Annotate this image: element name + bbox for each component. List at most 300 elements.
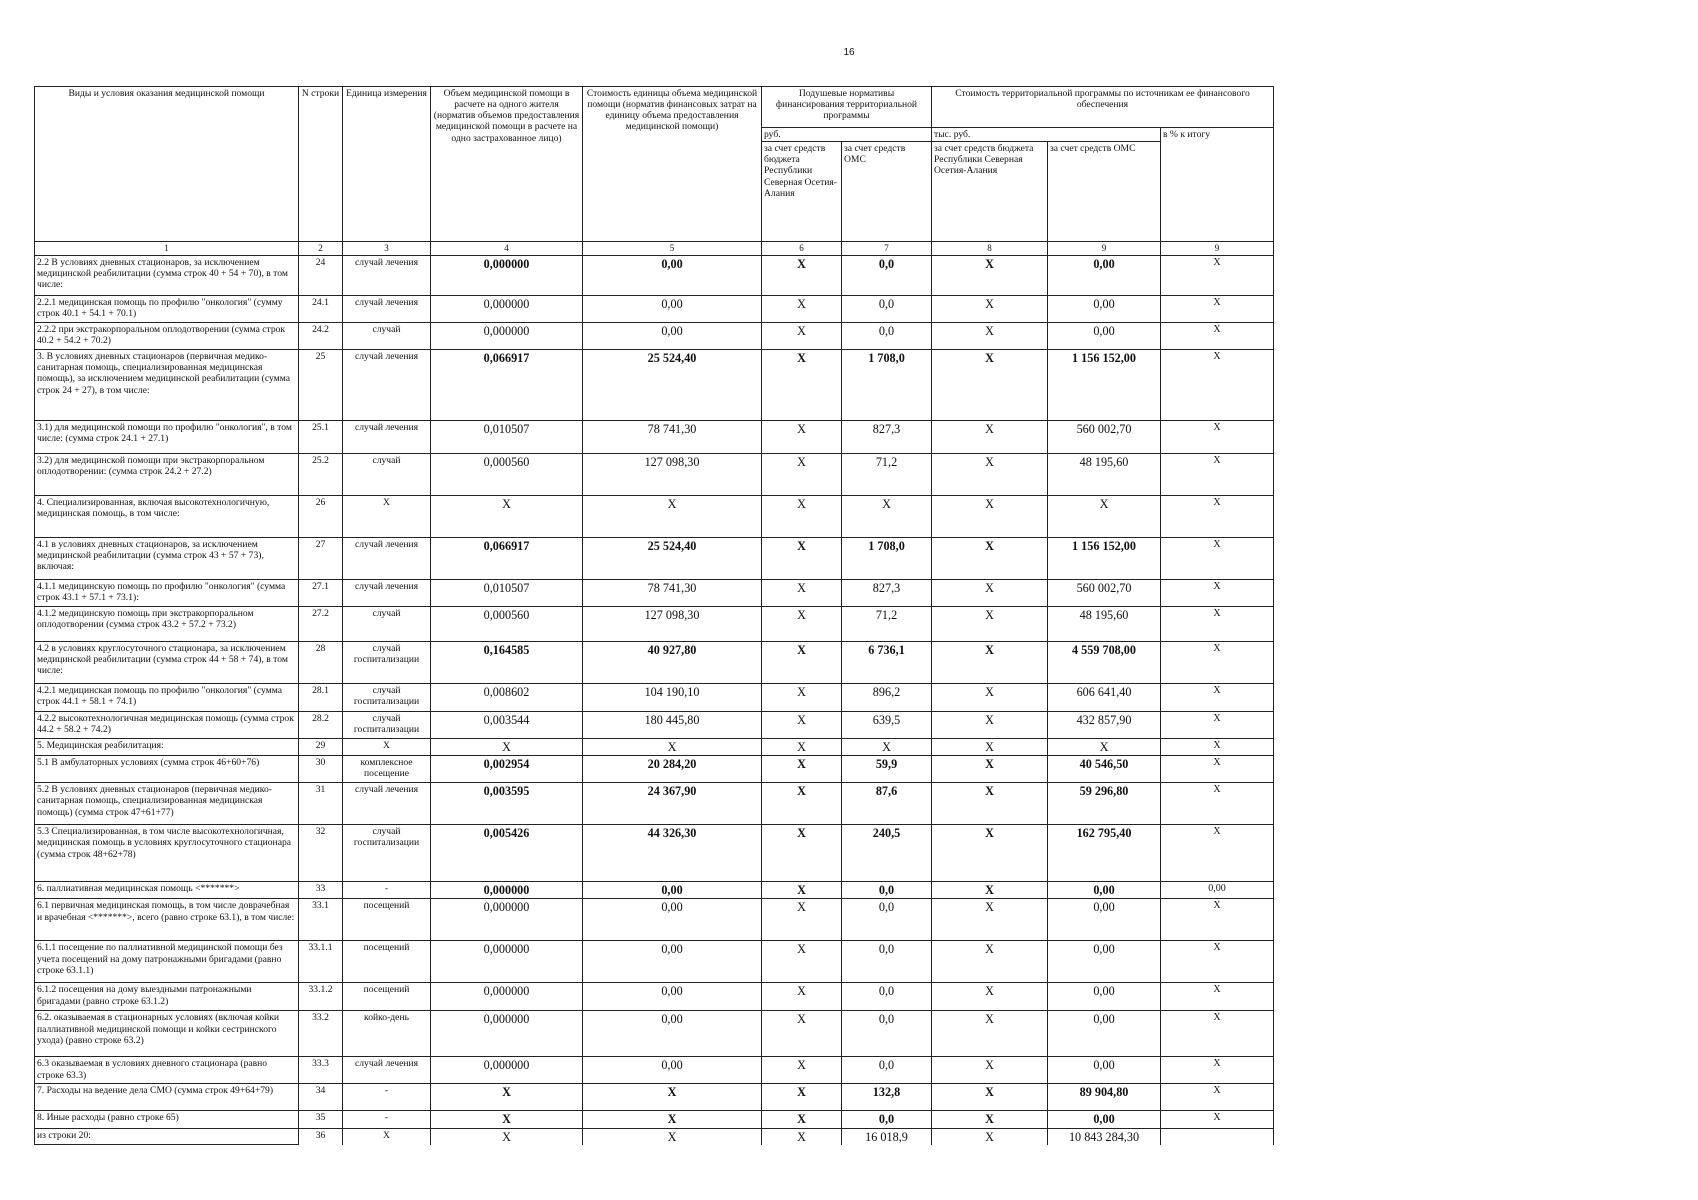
row-per-capita-oms: 132,8 bbox=[842, 1084, 932, 1111]
table-row bbox=[35, 983, 1274, 1011]
row-per-capita-budget: Х bbox=[762, 607, 842, 642]
row-name: 5.2 В условиях дневных стационаров (первичная медико-санитарная помощь, специализированная медицинская помощь) (сумма строк 47+61+77) bbox=[35, 783, 299, 825]
row-volume: 0,003595 bbox=[431, 783, 583, 825]
row-cost-oms: Х bbox=[1048, 496, 1161, 538]
table-row bbox=[35, 1111, 1274, 1128]
row-cost-oms: 0,00 bbox=[1048, 1057, 1161, 1084]
header-volume: Объем медицинской помощи в расчете на одного жителя (норматив объемов предоставления медицинской помощи в расчете на одно застрахованное лицо) bbox=[431, 87, 583, 242]
row-number: 25.1 bbox=[299, 421, 343, 454]
row-cost-oms: 0,00 bbox=[1048, 941, 1161, 983]
row-pct-total: Х bbox=[1161, 1084, 1274, 1111]
row-number: 28.1 bbox=[299, 684, 343, 712]
row-number: 31 bbox=[299, 783, 343, 825]
row-name: 5. Медицинская реабилитация: bbox=[35, 739, 299, 756]
row-cost-oms: 59 296,80 bbox=[1048, 783, 1161, 825]
row-volume: 0,066917 bbox=[431, 350, 583, 421]
row-unit-cost: 0,00 bbox=[583, 1057, 762, 1084]
row-cost-budget: Х bbox=[932, 642, 1048, 684]
row-name: 2.2 В условиях дневных стационаров, за исключением медицинской реабилитации (сумма строк 40 + 54 + 70), в том числе: bbox=[35, 256, 299, 296]
row-per-capita-oms: 0,0 bbox=[842, 1111, 932, 1128]
row-unit: случай лечения bbox=[343, 580, 431, 607]
row-number: 33.1 bbox=[299, 899, 343, 941]
row-volume: Х bbox=[431, 496, 583, 538]
col-number: 5 bbox=[583, 242, 762, 256]
row-volume: 0,010507 bbox=[431, 580, 583, 607]
row-cost-oms: 10 843 284,30 bbox=[1048, 1128, 1161, 1145]
row-unit-cost: 0,00 bbox=[583, 983, 762, 1011]
header-oms: за счет средств ОМС bbox=[842, 142, 932, 242]
row-cost-budget: Х bbox=[932, 454, 1048, 496]
row-per-capita-budget: Х bbox=[762, 783, 842, 825]
row-name: 4.1.2 медицинскую помощь при экстракорпоральном оплодотворении (сумма строк 43.2 + 57.2 + 73.2) bbox=[35, 607, 299, 642]
row-cost-budget: Х bbox=[932, 684, 1048, 712]
financing-table bbox=[34, 86, 1274, 1145]
row-pct-total: Х bbox=[1161, 739, 1274, 756]
row-number: 29 bbox=[299, 739, 343, 756]
table-row bbox=[35, 256, 1274, 296]
row-number: 30 bbox=[299, 756, 343, 783]
row-unit: случай госпитализации bbox=[343, 684, 431, 712]
row-volume: 0,164585 bbox=[431, 642, 583, 684]
row-number: 24.2 bbox=[299, 323, 343, 350]
row-pct-total: Х bbox=[1161, 712, 1274, 739]
row-volume: 0,002954 bbox=[431, 756, 583, 783]
row-unit: - bbox=[343, 1084, 431, 1111]
row-cost-budget: Х bbox=[932, 1128, 1048, 1145]
row-volume: 0,000000 bbox=[431, 882, 583, 899]
col-number: 1 bbox=[35, 242, 299, 256]
table-row bbox=[35, 607, 1274, 642]
row-name: 3.2) для медицинской помощи при экстракорпоральном оплодотворении: (сумма строк 24.2 + 27.2) bbox=[35, 454, 299, 496]
row-per-capita-oms: 0,0 bbox=[842, 983, 932, 1011]
row-name: 2.2.1 медицинская помощь по профилю "онкология" (сумму строк 40.1 + 54.1 + 70.1) bbox=[35, 296, 299, 323]
header-kinds: Виды и условия оказания медицинской помощи bbox=[35, 87, 299, 242]
page-number: 16 bbox=[843, 47, 855, 58]
row-pct-total: Х bbox=[1161, 607, 1274, 642]
row-pct-total: Х bbox=[1161, 296, 1274, 323]
row-pct-total: Х bbox=[1161, 323, 1274, 350]
row-unit-cost: 0,00 bbox=[583, 256, 762, 296]
row-number: 33.1.1 bbox=[299, 941, 343, 983]
row-number: 24 bbox=[299, 256, 343, 296]
row-cost-budget: Х bbox=[932, 538, 1048, 580]
row-cost-budget: Х bbox=[932, 296, 1048, 323]
header-rub: руб. bbox=[762, 128, 932, 142]
row-unit: случай лечения bbox=[343, 350, 431, 421]
row-per-capita-oms: 896,2 bbox=[842, 684, 932, 712]
row-per-capita-oms: 0,0 bbox=[842, 256, 932, 296]
col-number: 8 bbox=[932, 242, 1048, 256]
header-row-number: N строки bbox=[299, 87, 343, 242]
row-volume: 0,000560 bbox=[431, 454, 583, 496]
row-unit: случай лечения bbox=[343, 256, 431, 296]
table-row bbox=[35, 538, 1274, 580]
col-number: 7 bbox=[842, 242, 932, 256]
row-unit: случай госпитализации bbox=[343, 825, 431, 882]
row-name: из строки 20: bbox=[35, 1128, 299, 1145]
row-unit: случай лечения bbox=[343, 538, 431, 580]
table-row bbox=[35, 684, 1274, 712]
row-cost-oms: Х bbox=[1048, 739, 1161, 756]
col-number: 6 bbox=[762, 242, 842, 256]
row-unit-cost: 0,00 bbox=[583, 296, 762, 323]
row-volume: 0,000000 bbox=[431, 899, 583, 941]
table-row bbox=[35, 496, 1274, 538]
header-program-cost: Стоимость территориальной программы по источникам ее финансового обеспечения bbox=[932, 87, 1274, 128]
row-cost-oms: 40 546,50 bbox=[1048, 756, 1161, 783]
table-row bbox=[35, 642, 1274, 684]
row-unit-cost: 78 741,30 bbox=[583, 580, 762, 607]
row-cost-oms: 0,00 bbox=[1048, 323, 1161, 350]
header-budget-rso-2: за счет средств бюджета Республики Северная Осетия-Алания bbox=[932, 142, 1048, 242]
col-number: 3 bbox=[343, 242, 431, 256]
row-number: 35 bbox=[299, 1111, 343, 1128]
row-pct-total: Х bbox=[1161, 350, 1274, 421]
row-name: 4.2.2 высокотехнологичная медицинская помощь (сумма строк 44.2 + 58.2 + 74.2) bbox=[35, 712, 299, 739]
table-row bbox=[35, 1011, 1274, 1057]
row-pct-total: Х bbox=[1161, 1011, 1274, 1057]
row-unit-cost: 24 367,90 bbox=[583, 783, 762, 825]
row-pct-total: Х bbox=[1161, 642, 1274, 684]
col-number: 4 bbox=[431, 242, 583, 256]
row-unit-cost: 20 284,20 bbox=[583, 756, 762, 783]
header-thous-rub: тыс. руб. bbox=[932, 128, 1161, 142]
row-name: 4.2 в условиях круглосуточного стационара, за исключением медицинской реабилитации (сумма строк 44 + 58 + 74), в том числе: bbox=[35, 642, 299, 684]
row-unit: посещений bbox=[343, 941, 431, 983]
row-per-capita-oms: 87,6 bbox=[842, 783, 932, 825]
row-pct-total: Х bbox=[1161, 756, 1274, 783]
row-per-capita-budget: Х bbox=[762, 350, 842, 421]
row-unit: - bbox=[343, 882, 431, 899]
row-name: 5.1 В амбулаторных условиях (сумма строк 46+60+76) bbox=[35, 756, 299, 783]
row-per-capita-budget: Х bbox=[762, 1128, 842, 1145]
row-cost-budget: Х bbox=[932, 580, 1048, 607]
table-row bbox=[35, 296, 1274, 323]
header-unit-cost: Стоимость единицы объема медицинской помощи (норматив финансовых затрат на единицу объема предоставления медицинской помощи) bbox=[583, 87, 762, 242]
row-per-capita-budget: Х bbox=[762, 1011, 842, 1057]
row-pct-total: Х bbox=[1161, 783, 1274, 825]
row-volume: Х bbox=[431, 1111, 583, 1128]
row-pct-total: Х bbox=[1161, 983, 1274, 1011]
row-number: 27.1 bbox=[299, 580, 343, 607]
row-number: 24.1 bbox=[299, 296, 343, 323]
row-name: 6.2. оказываемая в стационарных условиях (включая койки паллиативной медицинской помощи и койки сестринского ухода) (равно строке 63.2) bbox=[35, 1011, 299, 1057]
col-number: 9 bbox=[1161, 242, 1274, 256]
row-name: 6.1 первичная медицинская помощь, в том числе доврачебная и врачебная <*******>, всего (равно строке 63.1), в том числе: bbox=[35, 899, 299, 941]
row-per-capita-oms: 6 736,1 bbox=[842, 642, 932, 684]
row-unit-cost: Х bbox=[583, 1111, 762, 1128]
row-unit-cost: 127 098,30 bbox=[583, 454, 762, 496]
row-per-capita-oms: 0,0 bbox=[842, 941, 932, 983]
row-cost-budget: Х bbox=[932, 882, 1048, 899]
row-unit-cost: 127 098,30 bbox=[583, 607, 762, 642]
row-per-capita-budget: Х bbox=[762, 496, 842, 538]
row-name: 3.1) для медицинской помощи по профилю "онкология", в том числе: (сумма строк 24.1 + 27.1) bbox=[35, 421, 299, 454]
row-per-capita-budget: Х bbox=[762, 1084, 842, 1111]
row-cost-oms: 560 002,70 bbox=[1048, 421, 1161, 454]
row-pct-total: Х bbox=[1161, 496, 1274, 538]
header-oms-2: за счет средств ОМС bbox=[1048, 142, 1161, 242]
row-per-capita-budget: Х bbox=[762, 1111, 842, 1128]
row-cost-oms: 48 195,60 bbox=[1048, 607, 1161, 642]
row-per-capita-budget: Х bbox=[762, 580, 842, 607]
row-volume: 0,000000 bbox=[431, 296, 583, 323]
row-per-capita-budget: Х bbox=[762, 739, 842, 756]
table-row bbox=[35, 1084, 1274, 1111]
row-per-capita-oms: 71,2 bbox=[842, 607, 932, 642]
table-row bbox=[35, 350, 1274, 421]
row-per-capita-oms: 0,0 bbox=[842, 1057, 932, 1084]
row-name: 8. Иные расходы (равно строке 65) bbox=[35, 1111, 299, 1128]
row-pct-total: Х bbox=[1161, 1057, 1274, 1084]
row-name: 6.1.2 посещения на дому выездными патронажными бригадами (равно строке 63.1.2) bbox=[35, 983, 299, 1011]
row-per-capita-budget: Х bbox=[762, 1057, 842, 1084]
row-per-capita-budget: Х bbox=[762, 983, 842, 1011]
row-name: 7. Расходы на ведение дела СМО (сумма строк 49+64+79) bbox=[35, 1084, 299, 1111]
row-cost-budget: Х bbox=[932, 1057, 1048, 1084]
row-volume: 0,000560 bbox=[431, 607, 583, 642]
row-cost-budget: Х bbox=[932, 941, 1048, 983]
row-number: 26 bbox=[299, 496, 343, 538]
row-cost-budget: Х bbox=[932, 421, 1048, 454]
row-unit-cost: 0,00 bbox=[583, 941, 762, 983]
row-per-capita-budget: Х bbox=[762, 825, 842, 882]
row-per-capita-budget: Х bbox=[762, 941, 842, 983]
row-per-capita-budget: Х bbox=[762, 712, 842, 739]
row-unit: случай bbox=[343, 323, 431, 350]
table-row bbox=[35, 580, 1274, 607]
row-volume: 0,000000 bbox=[431, 983, 583, 1011]
header-per-capita: Подушевые нормативы финансирования территориальной программы bbox=[762, 87, 932, 128]
row-cost-oms: 4 559 708,00 bbox=[1048, 642, 1161, 684]
row-unit: Х bbox=[343, 496, 431, 538]
row-number: 28.2 bbox=[299, 712, 343, 739]
row-per-capita-oms: 0,0 bbox=[842, 1011, 932, 1057]
row-pct-total: Х bbox=[1161, 899, 1274, 941]
table-row bbox=[35, 454, 1274, 496]
row-cost-oms: 606 641,40 bbox=[1048, 684, 1161, 712]
row-cost-oms: 0,00 bbox=[1048, 1111, 1161, 1128]
row-per-capita-oms: 0,0 bbox=[842, 323, 932, 350]
row-per-capita-oms: 0,0 bbox=[842, 296, 932, 323]
row-per-capita-oms: Х bbox=[842, 496, 932, 538]
row-cost-budget: Х bbox=[932, 1011, 1048, 1057]
row-volume: 0,010507 bbox=[431, 421, 583, 454]
row-unit-cost: 0,00 bbox=[583, 1011, 762, 1057]
row-unit-cost: Х bbox=[583, 496, 762, 538]
row-unit: - bbox=[343, 1111, 431, 1128]
row-cost-budget: Х bbox=[932, 825, 1048, 882]
row-name: 6. паллиативная медицинская помощь <*******> bbox=[35, 882, 299, 899]
row-per-capita-oms: 639,5 bbox=[842, 712, 932, 739]
row-volume: 0,066917 bbox=[431, 538, 583, 580]
row-volume: 0,000000 bbox=[431, 256, 583, 296]
row-unit-cost: Х bbox=[583, 1084, 762, 1111]
row-cost-oms: 0,00 bbox=[1048, 899, 1161, 941]
row-unit-cost: 0,00 bbox=[583, 323, 762, 350]
row-unit: случай лечения bbox=[343, 1057, 431, 1084]
col-number: 9 bbox=[1048, 242, 1161, 256]
row-pct-total: Х bbox=[1161, 538, 1274, 580]
row-number: 28 bbox=[299, 642, 343, 684]
row-cost-budget: Х bbox=[932, 756, 1048, 783]
row-per-capita-oms: Х bbox=[842, 739, 932, 756]
row-name: 4.1 в условиях дневных стационаров, за исключением медицинской реабилитации (сумма строк 43 + 57 + 73), включая: bbox=[35, 538, 299, 580]
table-row bbox=[35, 941, 1274, 983]
table-row bbox=[35, 739, 1274, 756]
table-row bbox=[35, 756, 1274, 783]
row-per-capita-oms: 0,0 bbox=[842, 882, 932, 899]
row-cost-budget: Х bbox=[932, 899, 1048, 941]
row-per-capita-budget: Х bbox=[762, 756, 842, 783]
row-pct-total: Х bbox=[1161, 580, 1274, 607]
row-unit: Х bbox=[343, 739, 431, 756]
row-per-capita-oms: 240,5 bbox=[842, 825, 932, 882]
row-per-capita-budget: Х bbox=[762, 882, 842, 899]
row-pct-total: Х bbox=[1161, 256, 1274, 296]
row-unit-cost: 25 524,40 bbox=[583, 538, 762, 580]
row-unit: случай госпитализации bbox=[343, 642, 431, 684]
row-cost-budget: Х bbox=[932, 983, 1048, 1011]
row-pct-total: 0,00 bbox=[1161, 882, 1274, 899]
table-row bbox=[35, 882, 1274, 899]
row-cost-oms: 0,00 bbox=[1048, 983, 1161, 1011]
row-cost-budget: Х bbox=[932, 323, 1048, 350]
row-per-capita-oms: 16 018,9 bbox=[842, 1128, 932, 1145]
row-number: 33 bbox=[299, 882, 343, 899]
row-unit: койко-день bbox=[343, 1011, 431, 1057]
row-cost-budget: Х bbox=[932, 256, 1048, 296]
row-unit-cost: 180 445,80 bbox=[583, 712, 762, 739]
row-number: 27.2 bbox=[299, 607, 343, 642]
row-cost-budget: Х bbox=[932, 1111, 1048, 1128]
row-number: 32 bbox=[299, 825, 343, 882]
row-pct-total bbox=[1161, 1128, 1274, 1145]
row-volume: 0,003544 bbox=[431, 712, 583, 739]
row-per-capita-oms: 827,3 bbox=[842, 580, 932, 607]
table-row bbox=[35, 899, 1274, 941]
row-name: 2.2.2 при экстракорпоральном оплодотворении (сумма строк 40.2 + 54.2 + 70.2) bbox=[35, 323, 299, 350]
row-cost-budget: Х bbox=[932, 607, 1048, 642]
row-per-capita-budget: Х bbox=[762, 899, 842, 941]
row-unit: комплексное посещение bbox=[343, 756, 431, 783]
column-numbers-row bbox=[35, 242, 1274, 256]
row-unit: случай bbox=[343, 607, 431, 642]
row-cost-budget: Х bbox=[932, 712, 1048, 739]
row-cost-oms: 162 795,40 bbox=[1048, 825, 1161, 882]
row-per-capita-oms: 827,3 bbox=[842, 421, 932, 454]
row-volume: Х bbox=[431, 739, 583, 756]
row-per-capita-budget: Х bbox=[762, 421, 842, 454]
row-per-capita-budget: Х bbox=[762, 296, 842, 323]
row-cost-oms: 0,00 bbox=[1048, 256, 1161, 296]
row-number: 34 bbox=[299, 1084, 343, 1111]
table-row bbox=[35, 712, 1274, 739]
row-unit-cost: 0,00 bbox=[583, 882, 762, 899]
row-cost-budget: Х bbox=[932, 496, 1048, 538]
row-pct-total: Х bbox=[1161, 454, 1274, 496]
row-per-capita-budget: Х bbox=[762, 642, 842, 684]
row-pct-total: Х bbox=[1161, 941, 1274, 983]
row-unit: Х bbox=[343, 1128, 431, 1145]
table-row bbox=[35, 1128, 1274, 1145]
row-cost-budget: Х bbox=[932, 350, 1048, 421]
row-unit-cost: 0,00 bbox=[583, 899, 762, 941]
row-number: 33.3 bbox=[299, 1057, 343, 1084]
row-volume: 0,000000 bbox=[431, 941, 583, 983]
row-name: 4.1.1 медицинскую помощь по профилю "онкология" (сумма строк 43.1 + 57.1 + 73.1): bbox=[35, 580, 299, 607]
table-row bbox=[35, 783, 1274, 825]
row-per-capita-budget: Х bbox=[762, 538, 842, 580]
col-number: 2 bbox=[299, 242, 343, 256]
row-unit: случай bbox=[343, 454, 431, 496]
row-per-capita-oms: 71,2 bbox=[842, 454, 932, 496]
row-cost-oms: 1 156 152,00 bbox=[1048, 350, 1161, 421]
row-unit-cost: 44 326,30 bbox=[583, 825, 762, 882]
row-cost-oms: 560 002,70 bbox=[1048, 580, 1161, 607]
row-per-capita-budget: Х bbox=[762, 256, 842, 296]
row-number: 36 bbox=[299, 1128, 343, 1145]
row-per-capita-budget: Х bbox=[762, 684, 842, 712]
header-pct-total: в % к итогу bbox=[1161, 128, 1274, 242]
row-name: 5.3 Специализированная, в том числе высокотехнологичная, медицинская помощь в условиях круглосуточного стационара (сумма строк 48+62+78) bbox=[35, 825, 299, 882]
row-unit: случай лечения bbox=[343, 783, 431, 825]
row-volume: 0,005426 bbox=[431, 825, 583, 882]
row-volume: 0,000000 bbox=[431, 1011, 583, 1057]
row-volume: 0,000000 bbox=[431, 1057, 583, 1084]
row-unit-cost: 78 741,30 bbox=[583, 421, 762, 454]
row-pct-total: Х bbox=[1161, 684, 1274, 712]
row-number: 33.2 bbox=[299, 1011, 343, 1057]
row-unit-cost: 40 927,80 bbox=[583, 642, 762, 684]
row-per-capita-oms: 1 708,0 bbox=[842, 538, 932, 580]
row-cost-budget: Х bbox=[932, 1084, 1048, 1111]
row-name: 4.2.1 медицинская помощь по профилю "онкология" (сумма строк 44.1 + 58.1 + 74.1) bbox=[35, 684, 299, 712]
row-name: 6.1.1 посещение по паллиативной медицинской помощи без учета посещений на дому патронажными бригадами (равно строке 63.1.1) bbox=[35, 941, 299, 983]
row-per-capita-budget: Х bbox=[762, 454, 842, 496]
row-unit-cost: 25 524,40 bbox=[583, 350, 762, 421]
row-cost-oms: 48 195,60 bbox=[1048, 454, 1161, 496]
row-volume: Х bbox=[431, 1128, 583, 1145]
row-cost-oms: 432 857,90 bbox=[1048, 712, 1161, 739]
row-unit-cost: Х bbox=[583, 739, 762, 756]
row-per-capita-oms: 0,0 bbox=[842, 899, 932, 941]
row-unit: случай госпитализации bbox=[343, 712, 431, 739]
row-cost-oms: 89 904,80 bbox=[1048, 1084, 1161, 1111]
row-volume: 0,008602 bbox=[431, 684, 583, 712]
row-cost-oms: 0,00 bbox=[1048, 296, 1161, 323]
row-cost-budget: Х bbox=[932, 739, 1048, 756]
row-cost-oms: 1 156 152,00 bbox=[1048, 538, 1161, 580]
row-name: 3. В условиях дневных стационаров (первичная медико-санитарная помощь, специализированная медицинская помощь), за исключением медицинской реабилитации (сумма строк 24 + 27), в том числе: bbox=[35, 350, 299, 421]
row-pct-total: Х bbox=[1161, 421, 1274, 454]
row-name: 4. Специализированная, включая высокотехнологичную, медицинская помощь, в том числе: bbox=[35, 496, 299, 538]
row-pct-total: Х bbox=[1161, 825, 1274, 882]
row-unit-cost: Х bbox=[583, 1128, 762, 1145]
row-volume: Х bbox=[431, 1084, 583, 1111]
row-per-capita-oms: 59,9 bbox=[842, 756, 932, 783]
row-unit-cost: 104 190,10 bbox=[583, 684, 762, 712]
row-unit: посещений bbox=[343, 899, 431, 941]
row-per-capita-oms: 1 708,0 bbox=[842, 350, 932, 421]
row-cost-budget: Х bbox=[932, 783, 1048, 825]
header-unit: Единица измерения bbox=[343, 87, 431, 242]
row-pct-total: Х bbox=[1161, 1111, 1274, 1128]
row-cost-oms: 0,00 bbox=[1048, 1011, 1161, 1057]
row-number: 33.1.2 bbox=[299, 983, 343, 1011]
row-number: 25.2 bbox=[299, 454, 343, 496]
row-unit: посещений bbox=[343, 983, 431, 1011]
